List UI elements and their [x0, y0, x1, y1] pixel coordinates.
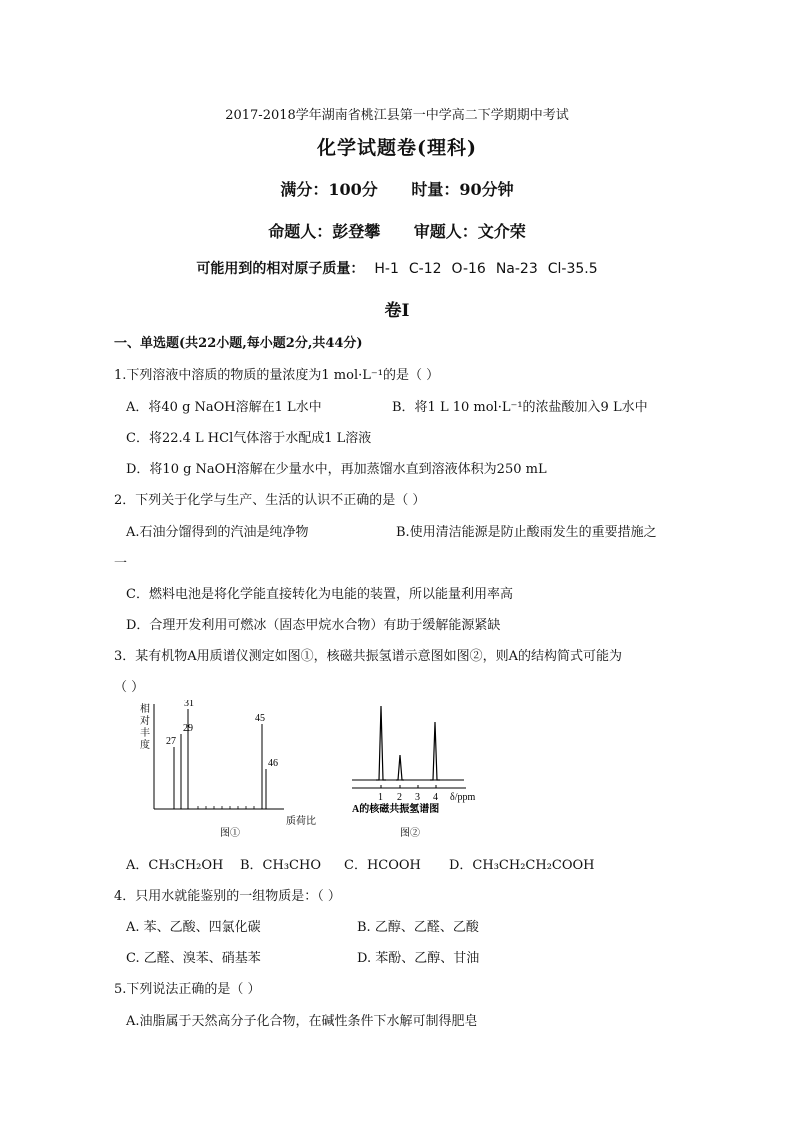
fig1-ylabel-4: 度 [140, 740, 150, 751]
q3-option-a: A．CH₃CH₂OH [126, 858, 224, 873]
atomic-mass-cl: Cl-35.5 [547, 261, 598, 277]
q1-option-b: B．将1 L 10 mol·L⁻¹的浓盐酸加入9 L水中 [392, 400, 648, 415]
section-heading: 一、单选题(共22小题,每小题2分,共44分) [114, 336, 363, 351]
score-time-line [0, 177, 794, 200]
fig1-xlabel: 质荷比 [286, 816, 316, 827]
q3-option-b: B．CH₃CHO [240, 858, 321, 873]
volume-heading: 卷Ⅰ [384, 301, 410, 321]
exam-time: 时量：90分钟 [411, 180, 514, 199]
q5-stem: 5.下列说法正确的是（ ） [114, 982, 261, 997]
full-score: 满分：100分 [280, 180, 378, 199]
q3-option-d: D．CH₃CH₂CH₂COOH [449, 858, 595, 873]
atomic-mass-c: C-12 [408, 261, 442, 277]
fig2-tick-label-1: 1 [378, 792, 383, 803]
spectra-figures [138, 700, 518, 845]
atomic-mass-line [0, 258, 794, 278]
fig1-ylabel-3: 丰 [140, 728, 150, 739]
q2-option-b: B.使用清洁能源是防止酸雨发生的重要措施之 [396, 525, 657, 540]
q4-stem: 4．只用水就能鉴别的一组物质是：（ ） [114, 889, 341, 904]
q1-option-d: D．将10 g NaOH溶解在少量水中，再加蒸馏水直到溶液体积为250 mL [126, 462, 547, 477]
fig2-title: A的核磁共振氢谱图 [352, 804, 440, 815]
q4-option-b: B. 乙醇、乙醛、乙酸 [357, 920, 479, 935]
fig1-peak-label-27: 27 [166, 736, 176, 747]
fig2-tick-label-3: 3 [415, 792, 420, 803]
q1-stem: 1.下列溶液中溶质的物质的量浓度为1 mol·L⁻¹的是（ ） [114, 368, 440, 383]
fig2-caption: 图② [400, 828, 420, 839]
atomic-mass-o: O-16 [451, 261, 486, 277]
q4-option-d: D. 苯酚、乙醇、甘油 [357, 951, 480, 966]
q2-option-a: A.石油分馏得到的汽油是纯净物 [126, 525, 309, 540]
fig1-peak-label-31: 31 [184, 700, 194, 709]
author-line [0, 219, 794, 242]
fig1-ylabel-1: 相 [140, 704, 150, 715]
atomic-mass-label: 可能用到的相对原子质量： [196, 261, 365, 277]
fig1-peaks [166, 700, 278, 809]
q5-option-a: A.油脂属于天然高分子化合物，在碱性条件下水解可制得肥皂 [126, 1014, 478, 1029]
fig2-peak-1 [376, 706, 386, 780]
q3-option-c: C．HCOOH [344, 858, 421, 873]
q2-option-d: D．合理开发利用可燃冰（固态甲烷水合物）有助于缓解能源紧缺 [126, 618, 501, 633]
q3-stem-cont: （ ） [114, 680, 145, 695]
fig2-peak-2 [396, 755, 404, 780]
q4-option-a: A. 苯、乙酸、四氯化碳 [126, 920, 261, 935]
q3-stem: 3．某有机物A用质谱仪测定如图①，核磁共振氢谱示意图如图②，则A的结构简式可能为 [114, 649, 623, 664]
q3-figures [138, 700, 518, 845]
question-setter: 命题人：彭登攀 [268, 222, 381, 241]
fig1-peak-label-29: 29 [183, 723, 193, 734]
q2-option-c: C．燃料电池是将化学能直接转化为电能的装置，所以能量利用率高 [126, 587, 513, 602]
fig2-peak-3 [430, 722, 440, 780]
fig2-xlabel: δ/ppm [450, 792, 476, 803]
fig1-caption: 图① [220, 828, 240, 839]
fig1-peak-label-45: 45 [255, 713, 265, 724]
q1-option-a: A．将40 g NaOH溶解在1 L水中 [126, 400, 322, 415]
fig1-ylabel-2: 对 [140, 716, 150, 727]
question-reviewer: 审题人：文介荣 [413, 222, 526, 241]
atomic-mass-na: Na-23 [495, 261, 538, 277]
paper-title: 化学试题卷(理科) [317, 137, 477, 159]
q2-stem: 2．下列关于化学与生产、生活的认识不正确的是（ ） [114, 493, 426, 508]
q1-option-c: C．将22.4 L HCl气体溶于水配成1 L溶液 [126, 431, 372, 446]
fig1-peak-label-46: 46 [268, 758, 278, 769]
fig2-tick-label-2: 2 [397, 792, 402, 803]
q4-option-c: C. 乙醛、溴苯、硝基苯 [126, 951, 261, 966]
q2-option-b-cont: 一 [114, 556, 128, 571]
atomic-mass-h: H-1 [374, 261, 399, 277]
fig2-tick-label-4: 4 [433, 792, 438, 803]
exam-title: 2017-2018学年湖南省桃江县第一中学高二下学期期中考试 [225, 108, 569, 123]
